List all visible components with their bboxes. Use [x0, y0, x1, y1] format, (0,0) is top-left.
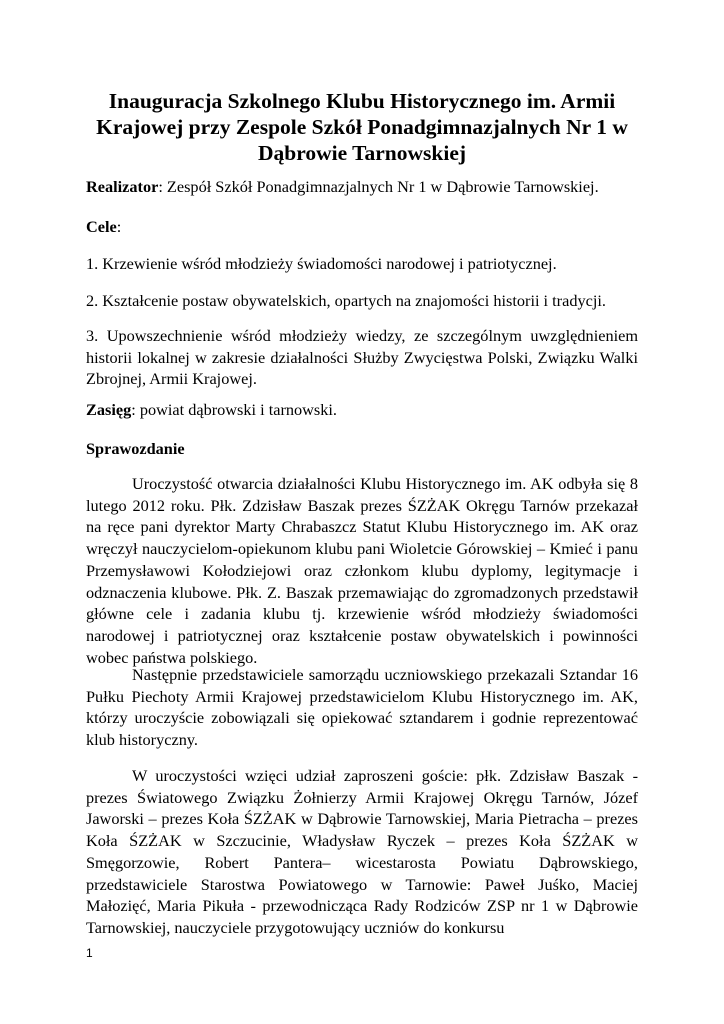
cele-heading [86, 216, 638, 238]
goal-item: 1. Krzewienie wśród młodzieży świadomości narodowej i patriotycznej. [86, 254, 557, 273]
cele-label: Cele [86, 217, 117, 236]
report-paragraph: Następnie przedstawiciele samorządu uczniowskiego przekazali Sztandar 16 Pułku Piechoty Armii Krajowej przedstawicielom Klubu Historycznego im. AK, którzy uroczyście zobowiązali się opiekować sztandarem i godnie reprezentować klub historyczny. [86, 665, 638, 750]
zasieg-value: : powiat dąbrowski i tarnowski. [131, 400, 337, 419]
cele-suffix: : [116, 217, 122, 236]
goal-item: 2. Kształcenie postaw obywatelskich, opartych na znajomości historii i tradycji. [86, 291, 606, 310]
realizator-line [86, 176, 638, 198]
realizator-label: Realizator [86, 177, 159, 196]
document-title: Inauguracja Szkolnego Klubu Historycznego im. Armii Krajowej przy Zespole Szkół Ponadgimnazjalnych Nr 1 w Dąbrowie Tarnowskiej [96, 89, 628, 165]
zasieg-label: Zasięg [86, 400, 132, 419]
zasieg-line [86, 399, 638, 421]
realizator-value: : Zespół Szkół Ponadgimnazjalnych Nr 1 w Dąbrowie Tarnowskiej. [158, 177, 599, 196]
page-number: 1 [86, 946, 93, 960]
report-paragraph: W uroczystości wzięci udział zaproszeni goście: płk. Zdzisław Baszak - prezes Światowego Związku Żołnierzy Armii Krajowej Okręgu Tarnów, Józef Jaworski – prezes Koła ŚZŻAK w Dąbrowie Tarnowskiej, Maria Pietracha – prezes Koła ŚZŻAK w Szczucinie, Władysław Ryczek – prezes Koła ŚZŻAK w Smęgorzowie, Robert Pantera– wicestarosta Powiatu Dąbrowskiego, przedstawiciele Starostwa Powiatowego w Tarnowie: Paweł Juśko, Maciej Małozięć, Maria Pikuła - przewodnicząca Rady Rodziców ZSP nr 1 w Dąbrowie Tarnowskiej, nauczyciele przygotowujący uczniów do konkursu [86, 766, 638, 937]
goal-item: 3. Upowszechnienie wśród młodzieży wiedzy, ze szczególnym uwzględnieniem historii lokalnej w zakresie działalności Służby Zwycięstwa Polski, Związku Walki Zbrojnej, Armii Krajowej. [86, 326, 638, 389]
report-heading: Sprawozdanie [86, 439, 185, 458]
report-paragraph: Uroczystość otwarcia działalności Klubu Historycznego im. AK odbyła się 8 lutego 2012 roku. Płk. Zdzisław Baszak prezes ŚZŻAK Okręgu Tarnów przekazał na ręce pani dyrektor Marty Chrabaszcz Statut Klubu Historycznego im. AK oraz wręczył nauczycielom-opiekunom klubu pani Wioletcie Górowskiej – Kmieć i panu Przemysławowi Kołodziejowi oraz członkom klubu dyplomy, legitymacje i odznaczenia klubowe. Płk. Z. Baszak przemawiając do zgromadzonych przedstawił główne cele i zadania klubu tj. krzewienie wśród młodzieży świadomości narodowej i patriotycznej oraz kształcenie postaw obywatelskich i powinności wobec państwa polskiego. [86, 474, 638, 667]
